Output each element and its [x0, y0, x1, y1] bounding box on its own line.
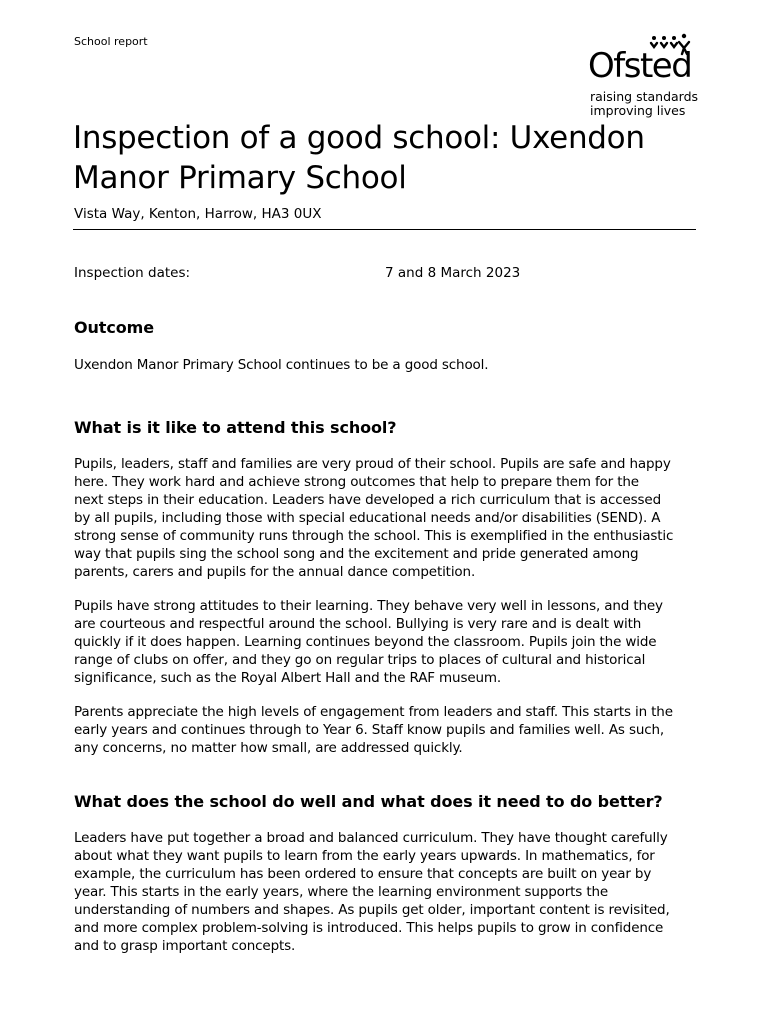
well-heading: What does the school do well and what does it need to do better?	[74, 792, 663, 811]
paragraph-line: are courteous and respectful around the school. Bullying is very rare and is dealt with	[74, 616, 642, 632]
attend-paragraph-2	[74, 597, 700, 687]
outcome-text: Uxendon Manor Primary School continues to be a good school.	[74, 357, 489, 373]
logo-tagline-2: improving lives	[590, 103, 686, 118]
paragraph-line: range of clubs on offer, and they go on regular trips to places of cultural and historical	[74, 652, 646, 668]
report-type-label: School report	[74, 35, 148, 48]
logo-tagline-1: raising standards	[590, 89, 699, 104]
paragraph-line: any concerns, no matter how small, are addressed quickly.	[74, 740, 463, 756]
paragraph-line: strong sense of community runs through the school. This is exemplified in the enthusiastic	[74, 528, 674, 544]
attend-paragraph-1	[74, 455, 700, 581]
paragraph-line: Leaders have put together a broad and balanced curriculum. They have thought carefully	[74, 830, 668, 846]
ofsted-logo	[588, 30, 700, 122]
inspection-dates-label: Inspection dates:	[74, 265, 191, 281]
page-title	[73, 118, 693, 198]
paragraph-line: Parents appreciate the high levels of engagement from leaders and staff. This starts in the	[74, 704, 673, 720]
paragraph-line: quickly if it does happen. Learning continues beyond the classroom. Pupils join the wide	[74, 634, 657, 650]
paragraph-line: parents, carers and pupils for the annual dance competition.	[74, 564, 476, 580]
outcome-heading: Outcome	[74, 318, 154, 337]
logo-wordmark: Ofsted	[588, 46, 692, 86]
paragraph-line: Pupils, leaders, staff and families are very proud of their school. Pupils are safe and happy	[74, 456, 671, 472]
paragraph-line: about what they want pupils to learn from the early years upwards. In mathematics, for	[74, 848, 655, 864]
paragraph-line: early years and continues through to Year 6. Staff know pupils and families well. As such,	[74, 722, 665, 738]
page-title-line-2: Manor Primary School	[73, 160, 407, 196]
well-paragraph-1	[74, 829, 700, 955]
paragraph-line: here. They work hard and achieve strong outcomes that help to prepare them for the	[74, 474, 639, 490]
paragraph-line: next steps in their education. Leaders have developed a rich curriculum that is accessed	[74, 492, 661, 508]
paragraph-line: year. This starts in the early years, where the learning environment supports the	[74, 884, 609, 900]
paragraph-line: way that pupils sing the school song and the excitement and pride generated among	[74, 546, 639, 562]
school-address: Vista Way, Kenton, Harrow, HA3 0UX	[74, 206, 322, 222]
paragraph-line: and to grasp important concepts.	[74, 938, 296, 954]
page-title-line-1: Inspection of a good school: Uxendon	[73, 120, 645, 156]
attend-heading: What is it like to attend this school?	[74, 418, 397, 437]
paragraph-line: understanding of numbers and shapes. As pupils get older, important content is revisited,	[74, 902, 670, 918]
paragraph-line: Pupils have strong attitudes to their learning. They behave very well in lessons, and they	[74, 598, 663, 614]
paragraph-line: and more complex problem-solving is introduced. This helps pupils to grow in confidence	[74, 920, 664, 936]
paragraph-line: significance, such as the Royal Albert Hall and the RAF museum.	[74, 670, 502, 686]
inspection-dates-value: 7 and 8 March 2023	[385, 265, 521, 281]
paragraph-line: by all pupils, including those with special educational needs and/or disabilities (SEND). A	[74, 510, 661, 526]
attend-paragraph-3	[74, 703, 700, 757]
title-divider	[73, 229, 696, 230]
paragraph-line: example, the curriculum has been ordered to ensure that concepts are built on year by	[74, 866, 652, 882]
